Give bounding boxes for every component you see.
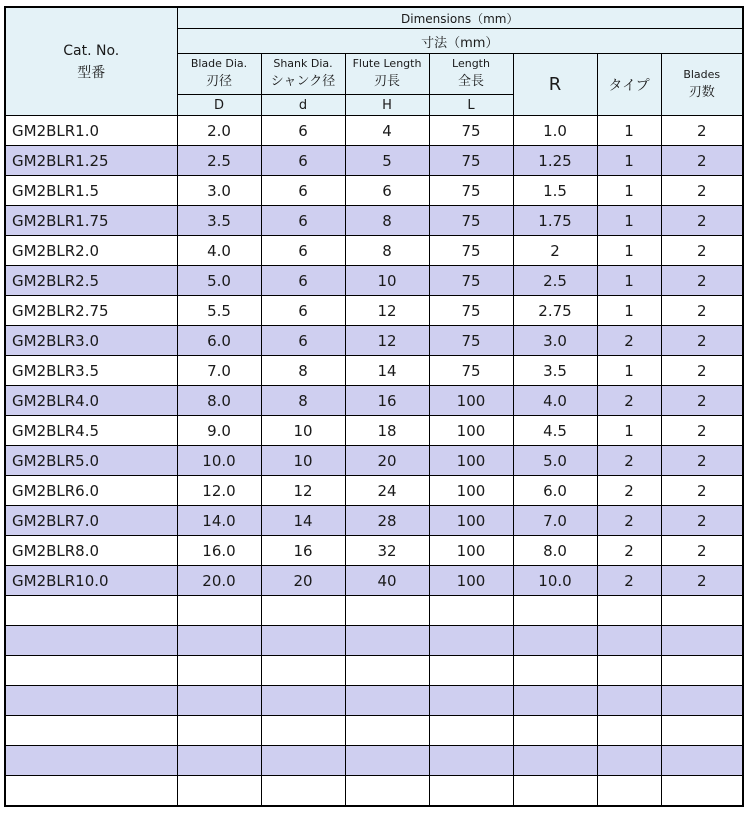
type-cell: 2 [597, 326, 661, 356]
table-row [5, 176, 743, 206]
blades-cell: 2 [661, 416, 743, 446]
r-value-cell: 5.0 [513, 446, 597, 476]
shank-dia-cell [261, 626, 345, 656]
flute-length-cell: 12 [345, 326, 429, 356]
cat-no-cell [5, 686, 177, 716]
table-row [5, 506, 743, 536]
cat-no-cell [5, 596, 177, 626]
blades-cell: 2 [661, 296, 743, 326]
length-symbol: L [429, 95, 513, 116]
type-cell [597, 626, 661, 656]
cat-no-cell [5, 716, 177, 746]
blade-dia-cell: 2.5 [177, 146, 261, 176]
table-row [5, 476, 743, 506]
dimensions-header-ja: 寸法（mm） [177, 29, 743, 54]
length-header-ja: 全長 [457, 74, 484, 89]
table-row [5, 296, 743, 326]
cat-no-cell: GM2BLR6.0 [5, 476, 177, 506]
r-value-cell: 3.5 [513, 356, 597, 386]
r-value-cell [513, 656, 597, 686]
shank-dia-cell: 6 [261, 326, 345, 356]
table-row [5, 446, 743, 476]
blades-cell [661, 626, 743, 656]
type-cell: 1 [597, 116, 661, 146]
shank-dia-header-en: Shank Dia. [273, 57, 333, 70]
table-row [5, 626, 743, 656]
length-cell [429, 686, 513, 716]
length-cell: 75 [429, 266, 513, 296]
spec-table-body [5, 116, 743, 807]
r-value-cell: 1.25 [513, 146, 597, 176]
shank-dia-header-ja: シャンク径 [270, 74, 336, 89]
blades-cell: 2 [661, 356, 743, 386]
cat-no-cell: GM2BLR5.0 [5, 446, 177, 476]
blades-cell: 2 [661, 506, 743, 536]
shank-dia-header [261, 54, 345, 95]
type-cell [597, 776, 661, 807]
blade-dia-cell [177, 776, 261, 807]
length-cell: 100 [429, 506, 513, 536]
blade-dia-cell: 7.0 [177, 356, 261, 386]
flute-length-cell: 10 [345, 266, 429, 296]
length-cell: 100 [429, 536, 513, 566]
shank-dia-cell: 6 [261, 206, 345, 236]
shank-dia-cell: 6 [261, 266, 345, 296]
blade-dia-cell: 5.5 [177, 296, 261, 326]
flute-length-cell [345, 716, 429, 746]
blades-cell: 2 [661, 386, 743, 416]
flute-length-cell [345, 656, 429, 686]
blade-dia-cell: 16.0 [177, 536, 261, 566]
flute-length-cell: 6 [345, 176, 429, 206]
type-cell [597, 596, 661, 626]
type-cell: 1 [597, 236, 661, 266]
flute-length-header-en: Flute Length [352, 57, 422, 70]
flute-length-cell [345, 746, 429, 776]
flute-length-cell: 12 [345, 296, 429, 326]
shank-dia-cell [261, 746, 345, 776]
length-header-en: Length [452, 57, 490, 70]
flute-length-cell: 4 [345, 116, 429, 146]
flute-length-cell [345, 596, 429, 626]
shank-dia-cell: 6 [261, 146, 345, 176]
cat-no-cell: GM2BLR2.75 [5, 296, 177, 326]
table-row [5, 326, 743, 356]
r-value-cell: 1.75 [513, 206, 597, 236]
table-row [5, 536, 743, 566]
cat-no-header-ja: 型番 [77, 64, 106, 81]
length-cell: 100 [429, 566, 513, 596]
table-row [5, 266, 743, 296]
flute-length-cell: 20 [345, 446, 429, 476]
cat-no-cell: GM2BLR1.5 [5, 176, 177, 206]
flute-length-cell [345, 776, 429, 807]
r-value-cell: 7.0 [513, 506, 597, 536]
r-value-cell: 2 [513, 236, 597, 266]
shank-dia-cell: 8 [261, 386, 345, 416]
table-row [5, 236, 743, 266]
blade-dia-cell [177, 716, 261, 746]
cat-no-header-en: Cat. No. [63, 42, 120, 59]
r-value-cell [513, 746, 597, 776]
blades-cell: 2 [661, 326, 743, 356]
type-cell: 2 [597, 506, 661, 536]
blade-dia-symbol: D [177, 95, 261, 116]
length-cell: 75 [429, 146, 513, 176]
cat-no-cell [5, 746, 177, 776]
r-value-cell [513, 686, 597, 716]
flute-length-cell: 8 [345, 206, 429, 236]
blade-dia-cell: 20.0 [177, 566, 261, 596]
type-cell: 2 [597, 446, 661, 476]
flute-length-cell: 32 [345, 536, 429, 566]
r-value-cell: 6.0 [513, 476, 597, 506]
r-value-cell [513, 596, 597, 626]
length-cell: 75 [429, 326, 513, 356]
blade-dia-cell: 3.5 [177, 206, 261, 236]
blade-dia-cell [177, 596, 261, 626]
blades-header [661, 54, 743, 116]
blades-cell [661, 686, 743, 716]
shank-dia-cell: 6 [261, 296, 345, 326]
table-row [5, 146, 743, 176]
length-cell: 100 [429, 386, 513, 416]
shank-dia-cell: 12 [261, 476, 345, 506]
cat-no-cell: GM2BLR1.75 [5, 206, 177, 236]
blades-cell: 2 [661, 146, 743, 176]
shank-dia-cell [261, 776, 345, 807]
type-cell: 1 [597, 416, 661, 446]
r-value-cell: 4.5 [513, 416, 597, 446]
type-cell: 1 [597, 146, 661, 176]
r-value-cell: 10.0 [513, 566, 597, 596]
flute-length-cell: 28 [345, 506, 429, 536]
r-value-cell: 8.0 [513, 536, 597, 566]
blade-dia-cell [177, 656, 261, 686]
length-cell: 100 [429, 446, 513, 476]
length-cell: 75 [429, 116, 513, 146]
cat-no-cell [5, 656, 177, 686]
type-cell: 1 [597, 266, 661, 296]
cat-no-cell: GM2BLR3.0 [5, 326, 177, 356]
cat-no-cell: GM2BLR1.25 [5, 146, 177, 176]
blades-cell [661, 596, 743, 626]
flute-length-header-ja: 刃長 [373, 74, 400, 89]
blade-dia-cell: 4.0 [177, 236, 261, 266]
flute-length-cell: 5 [345, 146, 429, 176]
type-cell [597, 656, 661, 686]
blade-dia-cell [177, 746, 261, 776]
length-cell: 75 [429, 296, 513, 326]
blades-cell: 2 [661, 176, 743, 206]
length-cell: 75 [429, 236, 513, 266]
shank-dia-symbol: d [261, 95, 345, 116]
shank-dia-cell [261, 716, 345, 746]
type-cell: 2 [597, 566, 661, 596]
blade-dia-cell [177, 686, 261, 716]
blades-cell [661, 746, 743, 776]
length-header [429, 54, 513, 95]
table-row [5, 686, 743, 716]
length-cell [429, 656, 513, 686]
r-value-cell: 3.0 [513, 326, 597, 356]
type-cell [597, 716, 661, 746]
blades-header-ja: 刃数 [688, 84, 715, 100]
blade-dia-cell: 10.0 [177, 446, 261, 476]
blade-dia-cell: 14.0 [177, 506, 261, 536]
length-cell [429, 716, 513, 746]
blades-cell: 2 [661, 116, 743, 146]
blade-dia-cell: 9.0 [177, 416, 261, 446]
type-cell [597, 686, 661, 716]
table-row [5, 776, 743, 807]
shank-dia-cell: 6 [261, 236, 345, 266]
shank-dia-cell: 14 [261, 506, 345, 536]
r-value-cell [513, 626, 597, 656]
blades-cell: 2 [661, 566, 743, 596]
blade-dia-cell: 2.0 [177, 116, 261, 146]
blades-cell [661, 716, 743, 746]
r-value-cell: 1.0 [513, 116, 597, 146]
type-cell: 1 [597, 296, 661, 326]
flute-length-cell: 18 [345, 416, 429, 446]
flute-length-cell [345, 626, 429, 656]
blade-dia-cell: 3.0 [177, 176, 261, 206]
flute-length-cell [345, 686, 429, 716]
cat-no-cell: GM2BLR4.5 [5, 416, 177, 446]
table-row [5, 656, 743, 686]
type-cell: 1 [597, 356, 661, 386]
cat-no-cell: GM2BLR3.5 [5, 356, 177, 386]
type-cell: 1 [597, 206, 661, 236]
flute-length-cell: 14 [345, 356, 429, 386]
table-row [5, 206, 743, 236]
blades-cell [661, 776, 743, 807]
shank-dia-cell: 20 [261, 566, 345, 596]
cat-no-cell [5, 776, 177, 807]
cat-no-cell: GM2BLR2.5 [5, 266, 177, 296]
blades-cell: 2 [661, 446, 743, 476]
length-cell: 75 [429, 356, 513, 386]
blades-cell: 2 [661, 476, 743, 506]
length-cell: 100 [429, 416, 513, 446]
blade-dia-header-ja: 刃径 [205, 74, 232, 89]
table-row [5, 746, 743, 776]
r-value-cell: 4.0 [513, 386, 597, 416]
cat-no-header [5, 7, 177, 116]
blade-dia-header [177, 54, 261, 95]
table-row [5, 416, 743, 446]
blades-cell: 2 [661, 266, 743, 296]
blade-dia-cell: 6.0 [177, 326, 261, 356]
shank-dia-cell: 8 [261, 356, 345, 386]
r-value-cell: 2.75 [513, 296, 597, 326]
flute-length-cell: 40 [345, 566, 429, 596]
blades-header-en: Blades [683, 67, 721, 81]
flute-length-cell: 8 [345, 236, 429, 266]
blade-dia-header-en: Blade Dia. [190, 57, 248, 70]
length-cell: 75 [429, 206, 513, 236]
r-value-cell: 2.5 [513, 266, 597, 296]
length-cell [429, 746, 513, 776]
table-row [5, 716, 743, 746]
table-row [5, 596, 743, 626]
flute-length-cell: 24 [345, 476, 429, 506]
blades-cell: 2 [661, 236, 743, 266]
flute-length-symbol: H [345, 95, 429, 116]
length-cell [429, 596, 513, 626]
length-cell: 100 [429, 476, 513, 506]
length-cell [429, 776, 513, 807]
type-cell: 2 [597, 386, 661, 416]
cat-no-cell: GM2BLR2.0 [5, 236, 177, 266]
blades-cell [661, 656, 743, 686]
blade-dia-cell [177, 626, 261, 656]
shank-dia-cell [261, 656, 345, 686]
r-value-cell: 1.5 [513, 176, 597, 206]
spec-table-container [4, 6, 744, 807]
cat-no-cell: GM2BLR7.0 [5, 506, 177, 536]
blades-cell: 2 [661, 206, 743, 236]
table-row [5, 356, 743, 386]
table-row [5, 566, 743, 596]
length-cell [429, 626, 513, 656]
blades-cell: 2 [661, 536, 743, 566]
blade-dia-cell: 5.0 [177, 266, 261, 296]
r-value-cell [513, 716, 597, 746]
dimensions-header-en: Dimensions（mm） [177, 7, 743, 29]
blade-dia-cell: 12.0 [177, 476, 261, 506]
shank-dia-cell: 6 [261, 176, 345, 206]
flute-length-header [345, 54, 429, 95]
r-value-cell [513, 776, 597, 807]
cat-no-cell: GM2BLR1.0 [5, 116, 177, 146]
spec-table [4, 6, 744, 807]
type-cell: 1 [597, 176, 661, 206]
type-header: タイプ [597, 54, 661, 116]
table-row [5, 116, 743, 146]
cat-no-cell: GM2BLR4.0 [5, 386, 177, 416]
shank-dia-cell: 6 [261, 116, 345, 146]
blade-dia-cell: 8.0 [177, 386, 261, 416]
table-row [5, 386, 743, 416]
shank-dia-cell [261, 686, 345, 716]
type-cell: 2 [597, 536, 661, 566]
type-cell [597, 746, 661, 776]
cat-no-cell: GM2BLR10.0 [5, 566, 177, 596]
shank-dia-cell: 10 [261, 446, 345, 476]
flute-length-cell: 16 [345, 386, 429, 416]
shank-dia-cell: 10 [261, 416, 345, 446]
cat-no-cell: GM2BLR8.0 [5, 536, 177, 566]
r-header: R [513, 54, 597, 116]
length-cell: 75 [429, 176, 513, 206]
shank-dia-cell: 16 [261, 536, 345, 566]
type-cell: 2 [597, 476, 661, 506]
cat-no-cell [5, 626, 177, 656]
shank-dia-cell [261, 596, 345, 626]
